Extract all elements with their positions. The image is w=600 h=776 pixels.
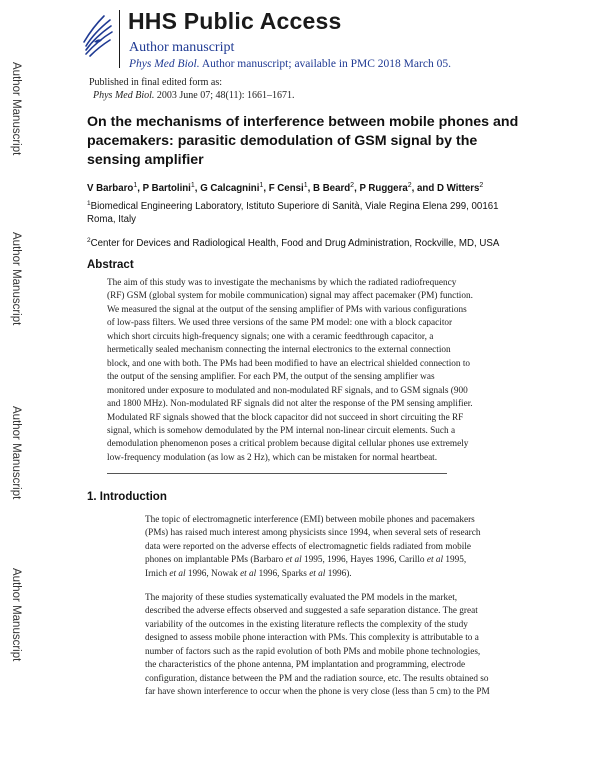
citation-text: Phys Med Biol. 2003 June 07; 48(11): 1661–1671. — [93, 90, 295, 101]
abstract-line: hermetically sealed mechanism connecting the internal electronics to the external connection — [107, 345, 451, 356]
author-name: P Ruggera — [359, 183, 408, 195]
author-name: V Barbaro — [87, 183, 134, 195]
abstract-line: of low-pass filters. We used three versions of the same PM model: one with a block capacitor — [107, 318, 453, 329]
intro-line: The majority of these studies systematically evaluated the PM models in the market, — [145, 593, 458, 603]
author-affiliation-sup: 2 — [350, 182, 355, 189]
intro-line: (PMs) has raised much interest among physicists since 1994, when several sets of research — [145, 528, 481, 539]
intro-line: described the adverse effects observed and suggested a safe separation distance. The great — [145, 606, 478, 617]
abstract-line: demodulation phenomenon poses a critical problem because digital cellular phones use extremely — [107, 439, 469, 450]
author-manuscript-label: Author manuscript — [129, 40, 235, 55]
intro-paragraph-2 — [145, 592, 517, 700]
abstract-line: the output of the sensing amplifier. For each PM, the output of the sensing amplifier was — [107, 372, 435, 383]
author-name: G Calcagnini — [200, 183, 260, 195]
affiliation-text: Center for Devices and Radiological Health, Food and Drug Administration, Rockville, MD, USA — [90, 238, 500, 250]
sidebar-label-author-manuscript: Author Manuscript — [10, 232, 22, 326]
abstract-line: The aim of this study was to investigate the mechanisms by which the radiated radiofrequency — [107, 278, 457, 288]
abstract-line: Modulated RF signals showed that the block capacitor did not succeed in short circuiting the RF — [107, 412, 464, 423]
author-name: D Witters — [436, 183, 480, 195]
hhs-eagle-icon — [80, 12, 114, 60]
intro-line: Irnich et al 1996, Nowak et al 1996, Sparks et al 1996). — [145, 568, 352, 579]
intro-line: The topic of electromagnetic interference (EMI) between mobile phones and pacemakers — [145, 515, 475, 525]
sidebar-label-author-manuscript: Author Manuscript — [10, 568, 22, 662]
published-label: Published in final edited form as: — [89, 77, 223, 88]
abstract-line: and 1800 MHz). Non-modulated RF signals did not alter the response of the PM sensing amplifier. — [107, 399, 473, 410]
author-affiliation-sup: 1 — [190, 182, 195, 189]
sidebar-label-author-manuscript: Author Manuscript — [10, 406, 22, 500]
abstract-line: which short circuits high-frequency signals; one with a ceramic feedthrough capacitor, a — [107, 331, 434, 342]
author-name: B Beard — [313, 183, 351, 195]
author-affiliation-sup: 1 — [303, 182, 308, 189]
author-name: F Censi — [268, 183, 304, 195]
intro-line: phones on implantable PMs (Barbaro et al 1995, 1996, Hayes 1996, Carillo et al 1995, — [145, 555, 467, 566]
intro-line: designed to assess mobile phone interaction with PMs. This complexity is attributable to a — [145, 633, 479, 644]
abstract-line: block, and one with both. The PMs had been modified to have an electrical shielded connection to — [107, 358, 471, 369]
paper-title: On the mechanisms of interference between mobile phones and pacemakers: parasitic demodulation of GSM signal by the sensing amplifier — [87, 114, 519, 168]
author-affiliation-sup: 1 — [259, 182, 264, 189]
intro-line: number of factors such as the rapid evolution of both PMs and mobile phone technologies, — [145, 646, 481, 657]
abstract-line: low-frequency modulation (as low as 2 Hz), which can be mistaken for normal heartbeat. — [107, 452, 438, 463]
journal-availability-text: Phys Med Biol. Author manuscript; available in PMC 2018 March 05. — [129, 58, 451, 70]
citation — [93, 90, 295, 101]
author-affiliation-sup: 2 — [479, 182, 484, 189]
page-title: HHS Public Access — [128, 8, 342, 34]
abstract-body — [107, 277, 507, 465]
intro-line: configuration, distance between the PM and the radiation source, etc. The results obtained so — [145, 673, 489, 684]
abstract-heading: Abstract — [87, 259, 134, 271]
affiliation-1 — [87, 197, 517, 226]
intro-paragraph-1 — [145, 514, 517, 581]
intro-line: variability of the outcomes in the existing literature reflects the complexity of the study — [145, 619, 468, 630]
affiliation-text: Biomedical Engineering Laboratory, Istituto Superiore di Sanità, Viale Regina Elena 299, 00161 Roma, Italy — [87, 201, 499, 226]
affiliation-2 — [87, 234, 517, 250]
divider — [107, 473, 447, 474]
abstract-line: signal, which is somehow demodulated by the PM internal non-linear circuit elements. Such a — [107, 425, 456, 436]
abstract-line: monitored under exposure to modulated and non-modulated RF signals, and to GSM signals (900 — [107, 385, 468, 396]
intro-line: data were reported on the adverse effects of electromagnetic fields radiated from mobile — [145, 541, 471, 552]
author-list: V Barbaro$^1$, P Bartolini$^1$, G Calcagnini$^1$, F Censi$^1$, B Beard$^2$, P Ruggera$^2$, and D Witters$^2$ — [87, 182, 484, 195]
affiliation-sup: 2 — [87, 237, 91, 244]
introduction-heading: 1. Introduction — [87, 491, 167, 503]
journal-abbrev: Phys Med Biol. — [129, 58, 200, 70]
affiliation-sup: 1 — [87, 200, 91, 207]
intro-line: far have shown interference to occur when the phone is very close (less than 5 cm) to the PM — [145, 687, 490, 698]
author-name: P Bartolini — [142, 183, 191, 195]
author-affiliation-sup: 1 — [133, 182, 138, 189]
journal-availability-line — [129, 58, 451, 70]
intro-line: the characteristics of the phone antenna, PM implantation and programming, electrode — [145, 660, 466, 671]
abstract-line: We measured the signal at the output of the sensing amplifier of PMs with various configurations — [107, 304, 467, 315]
author-affiliation-sup: 2 — [407, 182, 412, 189]
abstract-line: (RF) GSM (global system for mobile communication) signal may affect pacemaker (PM) function. — [107, 291, 473, 302]
sidebar-label-author-manuscript: Author Manuscript — [10, 62, 22, 156]
header-divider — [119, 10, 120, 68]
